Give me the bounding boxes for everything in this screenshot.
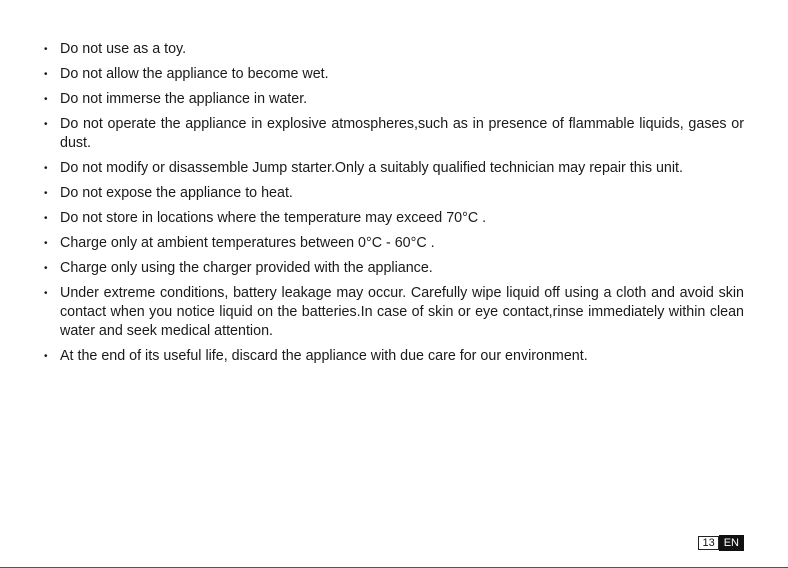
page-footer	[698, 535, 744, 551]
bullet-marker: •	[44, 44, 48, 55]
list-item	[40, 90, 744, 109]
bullet-marker: •	[44, 288, 48, 299]
bullet-marker: •	[44, 351, 48, 362]
list-item	[40, 259, 744, 278]
list-item-text: Do not immerse the appliance in water.	[60, 91, 308, 107]
bullet-marker: •	[44, 213, 48, 224]
bullet-marker: •	[44, 188, 48, 199]
list-item-text: Under extreme conditions, battery leakage may occur. Carefully wipe liquid off using a cloth and avoid skin contact when you notice liquid on the batteries.In case of skin or eye contact,rinse immediately within clean water and seek medical attention.	[60, 285, 744, 339]
list-item	[40, 284, 744, 341]
list-item	[40, 184, 744, 203]
list-item	[40, 209, 744, 228]
list-item-text: Do not modify or disassemble Jump starter.Only a suitably qualified technician may repair this unit.	[60, 160, 683, 176]
list-item-text: Do not allow the appliance to become wet.	[60, 66, 329, 82]
list-item	[40, 347, 744, 366]
list-item-text: Do not use as a toy.	[60, 41, 187, 57]
list-item-text: Charge only at ambient temperatures between 0°C - 60°C .	[60, 235, 435, 251]
list-item	[40, 115, 744, 153]
bullet-marker: •	[44, 94, 48, 105]
bullet-marker: •	[44, 69, 48, 80]
bullet-marker: •	[44, 163, 48, 174]
safety-bullet-list	[40, 40, 744, 372]
language-label: EN	[719, 535, 744, 551]
list-item-text: Do not expose the appliance to heat.	[60, 185, 293, 201]
bullet-marker: •	[44, 119, 48, 130]
page-number: 13	[698, 536, 718, 550]
list-item-text: Do not store in locations where the temperature may exceed 70°C .	[60, 210, 487, 226]
list-item-text: Do not operate the appliance in explosive atmospheres,such as in presence of flammable liquids, gases or dust.	[60, 116, 744, 151]
list-item	[40, 234, 744, 253]
list-item	[40, 65, 744, 84]
bullet-marker: •	[44, 263, 48, 274]
list-item-text: At the end of its useful life, discard the appliance with due care for our environment.	[60, 348, 588, 364]
list-item	[40, 40, 744, 59]
bullet-marker: •	[44, 238, 48, 249]
list-item-text: Charge only using the charger provided with the appliance.	[60, 260, 433, 276]
list-item	[40, 159, 744, 178]
